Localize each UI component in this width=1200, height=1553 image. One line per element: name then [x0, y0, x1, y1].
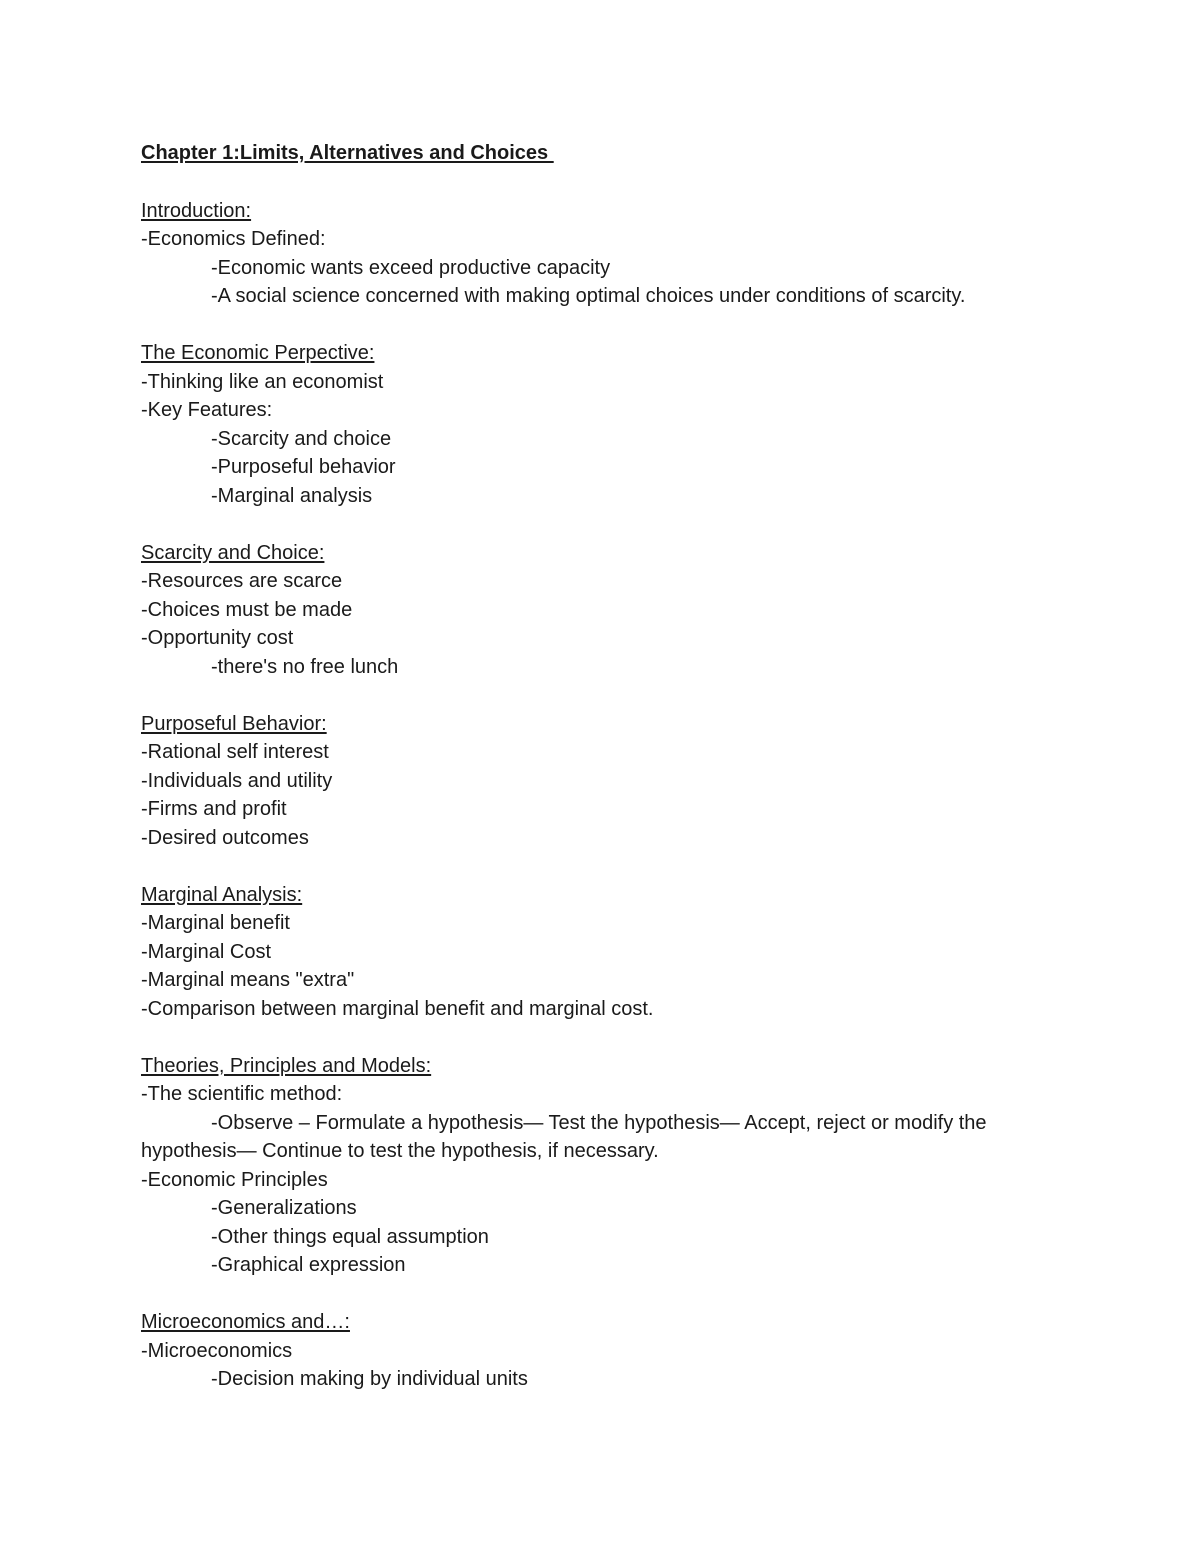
section-heading-text: Introduction: — [141, 199, 252, 222]
section-heading — [141, 881, 1071, 910]
sub-bullet-line: -there's no free lunch — [211, 655, 399, 678]
document-title: Chapter 1:Limits, Alternatives and Choices — [141, 142, 554, 164]
section-heading — [141, 1308, 1071, 1337]
bullet-line: -Rational self interest — [141, 741, 329, 763]
notes-section — [141, 197, 1071, 311]
bullet-line: -Opportunity cost — [141, 627, 294, 649]
sub-bullet-line: -Other things equal assumption — [211, 1225, 489, 1248]
sub-bullet-line: -Marginal analysis — [211, 484, 373, 507]
bullet-line: -Firms and profit — [141, 798, 287, 820]
spacer — [141, 1280, 1071, 1309]
section-heading — [141, 339, 1071, 368]
sub-bullet-line: -Decision making by individual units — [211, 1368, 528, 1390]
section-heading-text: Purposeful Behavior: — [141, 712, 327, 735]
notes-section — [141, 1308, 1071, 1394]
spacer — [141, 168, 1071, 197]
section-heading-text: Microeconomics and…: — [141, 1311, 350, 1333]
sub-bullet-line: -Generalizations — [211, 1197, 357, 1219]
document-page — [141, 139, 1071, 1394]
bullet-line: -Marginal benefit — [141, 912, 290, 934]
section-heading-text: Marginal Analysis: — [141, 883, 303, 906]
bullet-line: -Marginal means "extra" — [141, 969, 355, 991]
bullet-line: -The scientific method: — [141, 1083, 343, 1105]
bullet-line: -Microeconomics — [141, 1339, 293, 1362]
document-body — [141, 197, 1071, 1394]
notes-section — [141, 339, 1071, 510]
bullet-line: -Desired outcomes — [141, 826, 309, 849]
spacer — [141, 681, 1071, 710]
spacer — [141, 510, 1071, 539]
bullet-line: -Economics Defined: — [141, 228, 326, 250]
sub-bullet-line: -Graphical expression — [211, 1254, 406, 1276]
bullet-line: -Choices must be made — [141, 598, 353, 621]
section-heading — [141, 710, 1071, 739]
notes-section — [141, 710, 1071, 853]
notes-section — [141, 1052, 1071, 1280]
sub-bullet-line: -A social science concerned with making optimal choices under conditions of scarcity. — [211, 285, 966, 307]
section-heading — [141, 1052, 1071, 1081]
spacer — [141, 1023, 1071, 1052]
section-heading-text: The Economic Perpective: — [141, 342, 375, 364]
section-heading — [141, 197, 1071, 226]
bullet-line: -Economic Principles — [141, 1168, 328, 1191]
sub-bullet-line: -Purposeful behavior — [211, 456, 396, 478]
notes-section — [141, 881, 1071, 1024]
bullet-line: -Key Features: — [141, 399, 273, 421]
bullet-line: -Comparison between marginal benefit and marginal cost. — [141, 997, 654, 1020]
spacer — [141, 311, 1071, 340]
bullet-line: -Thinking like an economist — [141, 370, 384, 393]
sub-bullet-line: -Economic wants exceed productive capacity — [211, 256, 611, 279]
spacer — [141, 852, 1071, 881]
section-heading-text: Theories, Principles and Models: — [141, 1054, 432, 1077]
sub-bullet-line: -Observe – Formulate a hypothesis— Test the hypothesis— Accept, reject or modify the hypothesis— Continue to test the hypothesis, if necessary. — [141, 1111, 993, 1162]
sub-bullet-line: -Scarcity and choice — [211, 427, 392, 450]
bullet-line: -Individuals and utility — [141, 769, 333, 792]
section-heading — [141, 539, 1071, 568]
notes-section — [141, 539, 1071, 682]
bullet-line: -Resources are scarce — [141, 570, 343, 592]
section-heading-text: Scarcity and Choice: — [141, 541, 325, 564]
bullet-line: -Marginal Cost — [141, 940, 272, 963]
